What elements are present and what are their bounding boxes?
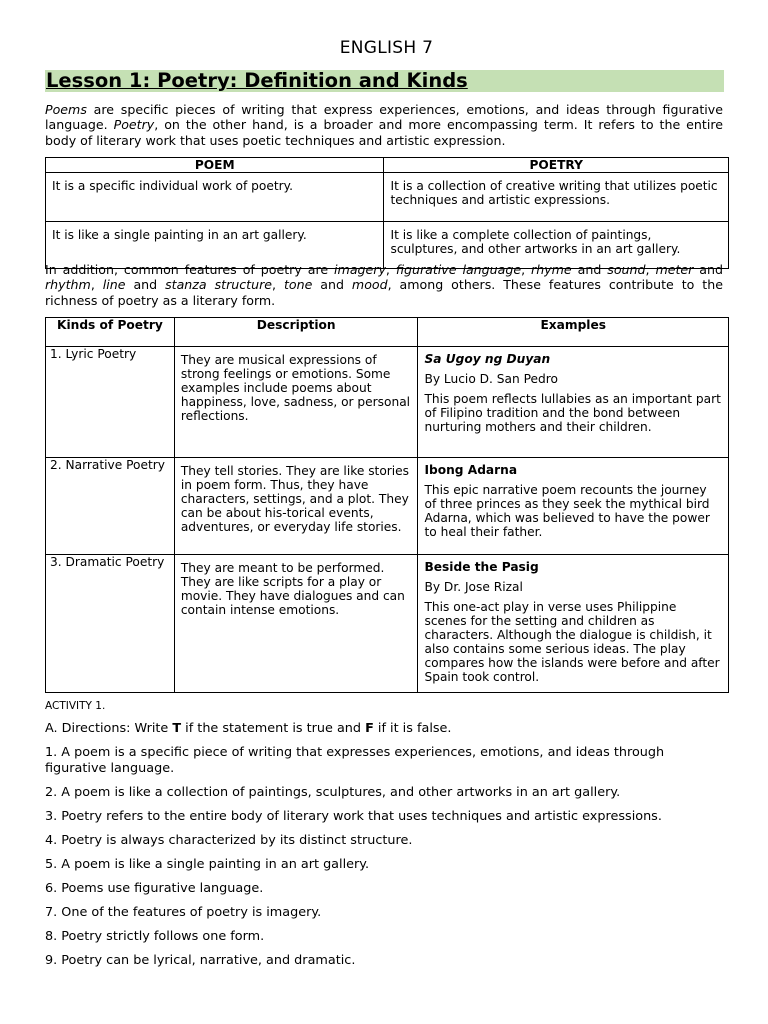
example-text: This one-act play in verse uses Philippine scenes for the setting and children as characters. Although the dialogue is childish, it also contains some serious ideas. The play compares how the islands were before and after Spain took control. — [424, 600, 720, 684]
list-item: 9. Poetry can be lyrical, narrative, and dramatic. — [45, 953, 356, 968]
directions-true-mark: T — [172, 721, 182, 736]
features-sep: and — [125, 277, 166, 293]
intro-term-poems: Poems — [45, 102, 87, 117]
directions-false-mark: F — [365, 721, 374, 736]
features-text: , among others. These features contribute to the richness of poetry as a literary form. — [45, 277, 723, 308]
list-item: 2. A poem is like a collection of paintings, sculptures, and other artworks in an art gallery. — [45, 785, 621, 800]
features-sep: , — [645, 262, 656, 277]
intro-term-poetry: Poetry — [113, 117, 155, 133]
directions-text: A. Directions: Write — [45, 721, 173, 736]
table-header: POEM — [46, 158, 384, 173]
table-cell: It is like a complete collection of paintings, sculptures, and other artworks in an art gallery. — [384, 222, 729, 269]
table-header: Description — [174, 318, 418, 347]
example-cell — [418, 555, 729, 693]
table-cell: It is a specific individual work of poetry. — [46, 173, 384, 222]
description-cell: They are musical expressions of strong feelings or emotions. Some examples include poems about happiness, love, sadness, or personal reflections. — [174, 347, 418, 458]
intro-text-1: are specific pieces of writing that express experiences, emotions, and ideas through figurative language. — [45, 102, 723, 133]
activity-directions — [45, 721, 728, 737]
directions-text: if the statement is true and — [181, 721, 366, 736]
activity-questions — [45, 721, 728, 977]
lesson-title: Lesson 1: Poetry: Definition and Kinds — [45, 70, 724, 92]
subject-title: ENGLISH 7 — [339, 38, 434, 58]
feature-term: tone — [283, 277, 313, 293]
description-cell: They are meant to be performed. They are like scripts for a play or movie. They have dialogues and can contain intense emotions. — [174, 555, 418, 693]
example-author: By Lucio D. San Pedro — [424, 372, 558, 386]
example-author: By Dr. Jose Rizal — [424, 580, 523, 594]
feature-term: figurative language — [395, 262, 522, 277]
directions-text: if it is false. — [373, 721, 452, 736]
table-row — [46, 173, 729, 222]
example-title: Ibong Adarna — [424, 463, 518, 477]
table-row — [46, 458, 729, 555]
table-header: POETRY — [384, 158, 729, 173]
list-item: 3. Poetry refers to the entire body of literary work that uses techniques and artistic expressions. — [45, 809, 662, 824]
feature-term: imagery — [334, 262, 386, 277]
example-title: Beside the Pasig — [424, 560, 539, 574]
poem-vs-poetry-table — [45, 157, 729, 269]
list-item: 6. Poems use figurative language. — [45, 881, 264, 896]
example-title: Sa Ugoy ng Duyan — [424, 352, 551, 366]
feature-term: rhythm — [45, 277, 91, 293]
list-item: 5. A poem is like a single painting in an art gallery. — [45, 857, 370, 872]
description-cell: They tell stories. They are like stories in poem form. Thus, they have characters, settings, and a plot. They can be about his-torical events, adventures, or everyday life stories. — [174, 458, 418, 555]
example-text: This poem reflects lullabies as an important part of Filipino tradition and the bond between nurturing mothers and their children. — [424, 392, 721, 434]
features-text: In addition, common features of poetry are — [45, 262, 335, 277]
kinds-of-poetry-table — [45, 317, 729, 693]
features-sep: and — [312, 277, 352, 293]
kind-cell: 3. Dramatic Poetry — [46, 555, 175, 693]
kind-cell: 2. Narrative Poetry — [46, 458, 175, 555]
example-cell — [418, 347, 729, 458]
list-item: 8. Poetry strictly follows one form. — [45, 929, 265, 944]
table-header: Kinds of Poetry — [46, 318, 175, 347]
table-cell: It is a collection of creative writing that utilizes poetic techniques and artistic expressions. — [384, 173, 729, 222]
example-cell — [418, 458, 729, 555]
features-sep: , — [90, 277, 103, 293]
features-paragraph — [45, 262, 723, 308]
feature-term: sound — [607, 262, 646, 277]
feature-term: mood — [351, 277, 388, 293]
kind-cell: 1. Lyric Poetry — [46, 347, 175, 458]
list-item: 7. One of the features of poetry is imagery. — [45, 905, 322, 920]
features-sep: , — [272, 277, 284, 293]
features-sep: , — [521, 262, 532, 277]
features-sep: and — [571, 262, 608, 277]
features-sep: and — [693, 262, 723, 277]
feature-term: meter — [655, 262, 694, 277]
list-item: 4. Poetry is always characterized by its distinct structure. — [45, 833, 413, 848]
intro-text-2: , on the other hand, is a broader and more encompassing term. It refers to the entire body of literary work that uses poetic techniques and artistic expression. — [45, 117, 724, 148]
features-sep: , — [385, 262, 396, 277]
table-row — [46, 555, 729, 693]
table-header: Examples — [418, 318, 729, 347]
table-cell: It is like a single painting in an art gallery. — [46, 222, 384, 269]
intro-paragraph — [45, 102, 723, 148]
list-item: 1. A poem is a specific piece of writing that expresses experiences, emotions, and ideas through figurative language. — [45, 745, 665, 776]
feature-term: stanza structure — [165, 277, 272, 293]
feature-term: rhyme — [531, 262, 572, 277]
activity-label: ACTIVITY 1. — [45, 700, 106, 712]
table-row — [46, 347, 729, 458]
feature-term: line — [102, 277, 126, 293]
example-text: This epic narrative poem recounts the journey of three princes as they seek the mythical bird Adarna, which was believed to have the power to heal their father. — [424, 483, 710, 539]
